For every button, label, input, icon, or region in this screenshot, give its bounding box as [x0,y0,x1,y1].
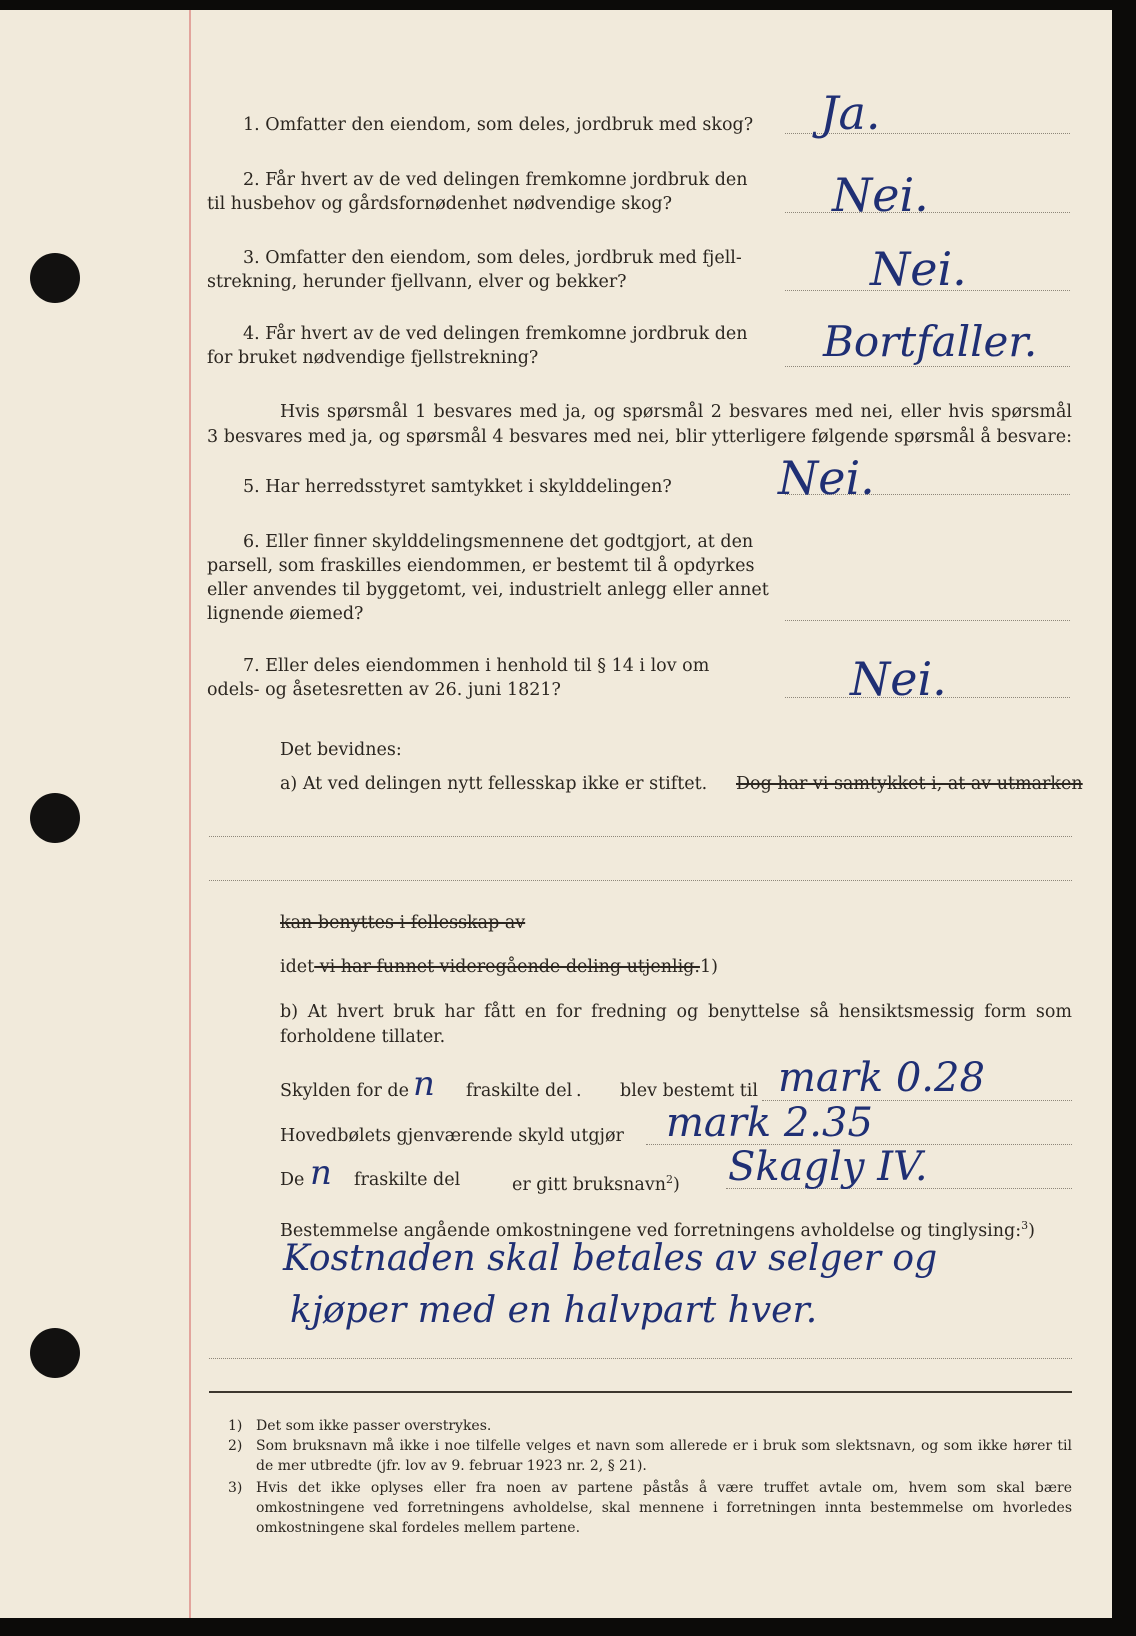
costs-label-sup: 3 [1021,1219,1029,1232]
question-2-line1: 2. Får hvert av de ved delingen fremkomne jordbruk den [243,170,748,190]
question-3-line1: 3. Omfatter den eiendom, som deles, jordbruk med fjell- [243,248,742,268]
skyld-value-2: mark 2.35 [666,1100,873,1146]
certify-heading: Det bevidnes: [280,740,402,760]
question-3-line2: strekning, herunder fjellvann, elver og bekker? [207,272,627,292]
skyld-line1-label-a: Skylden for de [280,1081,409,1101]
skyld-value-3: Skagly IV. [728,1144,928,1190]
punch-hole-bottom [30,1328,80,1378]
skyld-line3-label-c-text: er gitt bruksnavn [512,1174,666,1195]
costs-hand-line1: Kostnaden skal betales av selger og [283,1238,938,1279]
skyld-line3-label-a: De [280,1170,305,1190]
skyld-line1-label-d: blev bestemt til [620,1081,758,1101]
skyld-value-1: mark 0.28 [778,1055,985,1101]
certify-line3 [280,955,718,979]
skyld-line3-hand-a: n [310,1153,332,1193]
certify-b-line1: b) At hvert bruk har fått en for fredning og benyttelse så hensiktsmessig form som [280,1002,1072,1022]
certify-struck-line2: kan benyttes i fellesskap av [280,913,526,933]
skyld-line1-label-b: fraskilte del [466,1081,573,1101]
skyld-line2-label: Hovedbølets gjenværende skyld utgjør [280,1126,624,1146]
footnote-3-text: Hvis det ikke oplyses eller fra noen av partene påstås å være truffet avtale om, hvem som skal bære omkostningene ved forretningens avholdelse, skal mennene i forretningen innta bestemmelse om hvorledes omkostningene skal fordeles mellem partene. [256,1480,1072,1536]
question-6-line1: 6. Eller finner skylddelingsmennene det godtgjort, at den [243,532,754,552]
punch-hole-middle [30,793,80,843]
certify-line3-suffix: 1) [699,957,718,977]
costs-blank-line [209,1358,1072,1359]
question-6-line4: lignende øiemed? [207,604,364,624]
skyld-line1-label-c: . [576,1081,582,1101]
footnote-2-num: 2) [228,1438,243,1454]
conditional-line1: Hvis spørsmål 1 besvares med ja, og spørsmål 2 besvares med nei, eller hvis spørsmål [280,402,1072,422]
costs-label-end: ) [1028,1220,1035,1241]
footnote-3 [228,1478,1072,1538]
skyld-line3-label-c [512,1168,680,1197]
footnote-3-num: 3) [228,1480,243,1496]
question-2-line2: til husbehov og gårdsfornødenhet nødvendige skog? [207,194,672,214]
answer-7: Nei. [850,652,947,706]
blank-line-2 [209,880,1072,881]
blank-line-1 [209,836,1072,837]
answer-4: Bortfaller. [823,317,1038,366]
certify-line3-prefix: idet [280,957,315,977]
certify-b-line2: forholdene tillater. [280,1027,446,1047]
question-6-line2: parsell, som fraskilles eiendommen, er bestemt til å opdyrkes [207,556,755,576]
answer-5: Nei. [778,451,875,505]
question-7-line1: 7. Eller deles eiendommen i henhold til § 14 i lov om [243,656,710,676]
skyld-line1-hand-a: n [413,1064,435,1104]
certify-line3-struck: vi har funnet videregående deling utjenlig. [314,957,700,977]
answer-3: Nei. [870,242,967,296]
costs-label-text: Bestemmelse angående omkostningene ved forretningens avholdelse og tinglysing: [280,1220,1022,1241]
certify-a-text: a) At ved delingen nytt fellesskap ikke er stiftet. [280,774,708,794]
answer-line-6 [785,620,1070,621]
certify-a-struck: Dog har vi samtykket i, at av utmarken [736,774,1083,794]
question-7-line2: odels- og åsetesretten av 26. juni 1821? [207,680,561,700]
punch-hole-top [30,253,80,303]
footnote-1 [228,1416,1072,1436]
costs-hand-line2: kjøper med en halvpart hver. [290,1290,818,1331]
skyld-line3-label-b: fraskilte del [354,1170,461,1190]
question-1: 1. Omfatter den eiendom, som deles, jordbruk med skog? [243,115,754,135]
footnote-1-num: 1) [228,1418,243,1434]
question-6-line3: eller anvendes til byggetomt, vei, industrielt anlegg eller annet [207,580,769,600]
conditional-line2: 3 besvares med ja, og spørsmål 4 besvares med nei, blir ytterligere følgende spørsmål å besvare: [207,427,1072,447]
red-margin-line [189,10,191,1618]
footnote-2 [228,1436,1072,1476]
footnote-2-text: Som bruksnavn må ikke i noe tilfelle velges et navn som allerede er i bruk som slektsnavn, og som ikke hører til de mer utbredte (jfr. lov av 9. februar 1923 nr. 2, § 21). [256,1438,1072,1474]
skyld-line3-sup: 2 [666,1173,673,1186]
answer-1: Ja. [820,86,881,140]
question-4-line2: for bruket nødvendige fjellstrekning? [207,348,539,368]
answer-line-4 [785,366,1070,367]
question-5: 5. Har herredsstyret samtykket i skylddelingen? [243,477,672,497]
question-4-line1: 4. Får hvert av de ved delingen fremkomne jordbruk den [243,324,748,344]
footnote-1-text: Det som ikke passer overstrykes. [256,1418,492,1434]
answer-2: Nei. [832,168,929,222]
skyld-line3-paren: ) [673,1174,680,1195]
footnote-rule [209,1391,1072,1393]
